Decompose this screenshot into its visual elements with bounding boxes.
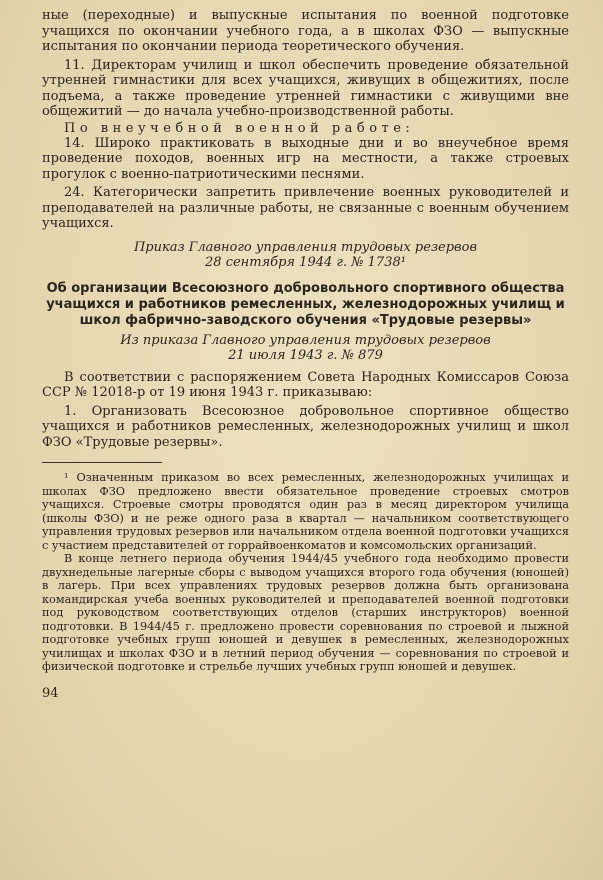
order-1944-line1: Приказ Главного управления трудовых резервов: [133, 239, 478, 255]
footnote-2: В конце летнего периода обучения 1944/45 учебного года необходимо провести двухнедельные лагерные сборы с выводом учащихся второго года обучения (юношей) в лагерь. При всех управлениях трудовых резервов должна быть организована командирская учеба военных руководителей и преподавателей военной подготовки под руководством соответствующих отделов (старших инструкторов) военной подготовки. В 1944/45 г. предложено провести соревнования по строевой и лыжной подготовке учебных групп юношей и девушек в ремесленных, железнодорожных училищах и школах ФЗО и в летний период обучения — соревнования по строевой и физической подготовке и стрельбе лучших учебных групп юношей и девушек.: [42, 552, 569, 673]
order-1943-line2: 21 июля 1943 г. № 879: [228, 348, 383, 363]
page-number: 94: [42, 685, 59, 701]
section-title: Об организации Всесоюзного добровольного спортивного общества учащихся и работников ремесленных, железнодорожных училищ и школ фабрично-заводского обучения «Трудовые резервы»: [46, 280, 565, 328]
footnote-divider: [42, 462, 162, 463]
order-reference-1944: [42, 240, 569, 271]
intro-paragraph: В соответствии с распоряжением Совета Народных Комиссаров Союза ССР № 12018-р от 19 июня 1943 г. приказываю:: [42, 369, 569, 400]
subheading-extracurricular: По внеучебной военной работе:: [64, 120, 415, 136]
paragraph-continued: ные (переходные) и выпускные испытания по военной подготовке учащихся по окончании учебного года, а в школах ФЗО — выпускные испытания по окончании периода теоретического обучения.: [42, 8, 569, 54]
order-reference-1943: [42, 333, 569, 364]
paragraph-24: 24. Категорически запретить привлечение военных руководителей и преподавателей на различные работы, не связанные с военным обучением учащихся.: [42, 185, 569, 231]
order-1944-line2: 28 сентября 1944 г. № 1738¹: [205, 255, 406, 270]
paragraph-14: 14. Широко практиковать в выходные дни и во внеучебное время проведение походов, военных игр на местности, а также строевых прогулок с военно-патриотическими песнями.: [42, 135, 569, 182]
order-1943-line1: Из приказа Главного управления трудовых резервов: [120, 332, 491, 348]
paragraph-11: 11. Директорам училищ и школ обеспечить проведение обязательной утренней гимнастики для всех учащихся, живущих в общежитиях, после подъема, а также проведение утренней гимнастики с живущими вне общежитий — до начала учебно-производственной работы.: [42, 57, 569, 119]
footnote-1: ¹ Означенным приказом во всех ремесленных, железнодорожных училищах и школах ФЗО предложено ввести обязательное проведение строевых смотров учащихся. Строевые смотры проводятся один раз в месяц директором училища (школы ФЗО) и не реже одного раза в квартал — начальником соответствующего управления трудовых резервов или начальником отдела военной подготовки учащихся с участием представителей от горрайвоенкоматов и комсомольских организаций.: [42, 471, 569, 552]
item-1: 1. Организовать Всесоюзное добровольное спортивное общество учащихся и работников ремесленных, железнодорожных училищ и школ ФЗО «Трудовые резервы».: [42, 403, 569, 450]
